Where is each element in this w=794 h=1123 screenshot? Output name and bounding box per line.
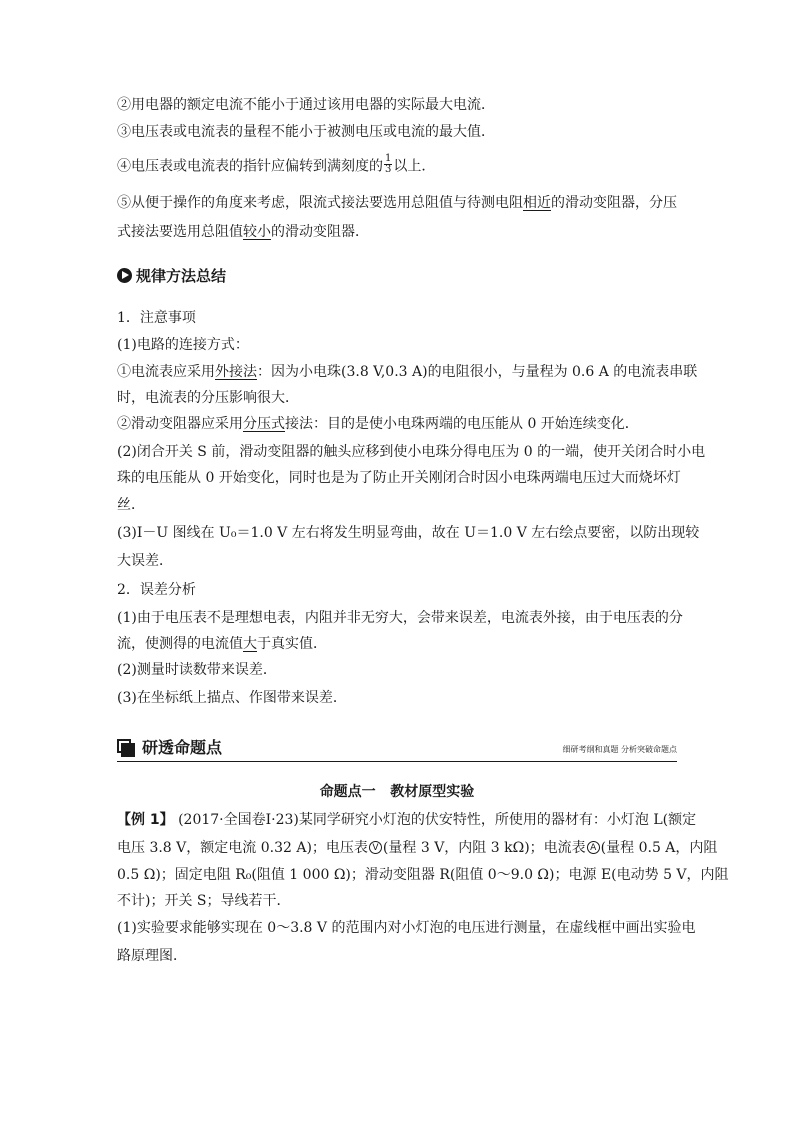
rule-4-text-end: 以上． [393, 158, 436, 175]
rule-4 [117, 153, 682, 177]
error-1-end: 于真实值． [257, 636, 327, 652]
notes-p1b-end: 接法：目的是使小电珠两端的电压能从 0 开始连续变化． [285, 416, 639, 432]
underlined-term: 较小 [243, 224, 271, 240]
notes-p1a-text: ①电流表应采用 [117, 364, 215, 380]
example-text: (量程 0.5 A，内阻 [600, 840, 718, 856]
section-heading-text: 规律方法总结 [136, 266, 227, 285]
proposition-title: 命题点一 教材原型实验 [319, 784, 475, 800]
underlined-term: 外接法 [215, 364, 257, 380]
rule-5-text-end: 的滑动变阻器，分压 [551, 195, 677, 211]
notes-p1b-text: ②滑动变阻器应采用 [117, 416, 243, 432]
error-1-line-1: (1)由于电压表不是理想电表，内阻并非无穷大，会带来误差，电流表外接，由于电压表的分 [117, 610, 683, 626]
rule-5-line-1 [117, 193, 682, 213]
notes-p1a-cont: 时，电流表的分压影响很大． [117, 390, 299, 406]
example-text: 电压 3.8 V，额定电流 0.32 A)；电压表 [117, 840, 368, 856]
section-heading [117, 264, 226, 286]
fraction-one-third: $\frac{1}{3}$ [385, 153, 392, 175]
example-text: (量程 3 V，内阻 3 kΩ)；电流表 [382, 840, 586, 856]
rule-3: ③电压表或电流表的量程不能小于被测电压或电流的最大值． [117, 124, 495, 140]
notes-p1a [117, 362, 698, 382]
question-1-line-1: (1)实验要求能够实现在 0～3.8 V 的范围内对小灯泡的电压进行测量，在虚线框中画出实验电 [117, 920, 696, 936]
rule-2: ②用电器的额定电流不能小于通过该用电器的实际最大电流． [117, 97, 495, 113]
voltmeter-icon: V [369, 841, 382, 854]
rule-4-text: ④电压表或电流表的指针应偏转到满刻度的 [117, 158, 383, 175]
stacked-squares-icon [117, 739, 135, 757]
rule-5-cont-end: 的滑动变阻器． [271, 224, 369, 240]
underlined-term: 相近 [523, 195, 551, 211]
example-line-3: 0.5 Ω)；固定电阻 R₀(阻值 1 000 Ω)；滑动变阻器 R(阻值 0～9.0 Ω)；电源 E(电动势 5 V，内阻 [117, 867, 729, 883]
example-line-2 [117, 838, 718, 858]
example-line-1 [117, 810, 697, 830]
notes-p1a-end: ：因为小电珠(3.8 V,0.3 A)的电阻很小，与量程为 0.6 A 的电流表串联 [257, 364, 698, 380]
error-heading: 2．误差分析 [117, 582, 196, 598]
notes-p3-line-1: (3)I－U 图线在 U₀＝1.0 V 左右将发生明显弯曲，故在 U＝1.0 V 左右绘点要密，以防出现较 [117, 525, 700, 541]
error-3: (3)在坐标纸上描点、作图带来误差． [117, 690, 347, 706]
error-2: (2)测量时读数带来误差． [117, 662, 277, 678]
example-label: 【例 1】 [117, 812, 174, 828]
banner-title: 研透命题点 [142, 738, 223, 757]
section-banner [117, 735, 677, 762]
rule-5-cont-text: 式接法要选用总阻值 [117, 224, 243, 240]
notes-p3-line-2: 大误差． [117, 553, 173, 569]
rule-5-line-2 [117, 222, 682, 242]
banner-tagline: 细研考纲和真题 分析突破命题点 [562, 745, 677, 754]
rule-5-text: ⑤从便于操作的角度来考虑，限流式接法要选用总阻值与待测电阻 [117, 195, 523, 211]
notes-p1b [117, 414, 682, 434]
notes-p2-line-1: (2)闭合开关 S 前，滑动变阻器的触头应移到使小电珠分得电压为 0 的一端，使开关闭合时小电 [117, 444, 706, 460]
play-circle-icon [117, 268, 132, 283]
underlined-term: 分压式 [243, 416, 285, 432]
notes-heading: 1．注意事项 [117, 310, 196, 326]
notes-p1: (1)电路的连接方式： [117, 337, 249, 353]
error-1-line-2 [117, 634, 682, 654]
notes-p2-line-2: 珠的电压能从 0 开始变化，同时也是为了防止开关刚闭合时因小电珠两端电压过大而烧坏灯 [117, 470, 681, 486]
ammeter-icon: A [587, 841, 600, 854]
question-1-line-2: 路原理图． [117, 948, 187, 964]
underlined-term: 大 [243, 636, 257, 652]
example-line-4: 不计)；开关 S；导线若干． [117, 893, 291, 909]
error-1-text: 流，使测得的电流值 [117, 636, 243, 652]
notes-p2-line-3: 丝． [117, 497, 145, 513]
example-text: (2017·全国卷Ⅰ·23)某同学研究小灯泡的伏安特性，所使用的器材有：小灯泡 L(额定 [173, 812, 697, 828]
